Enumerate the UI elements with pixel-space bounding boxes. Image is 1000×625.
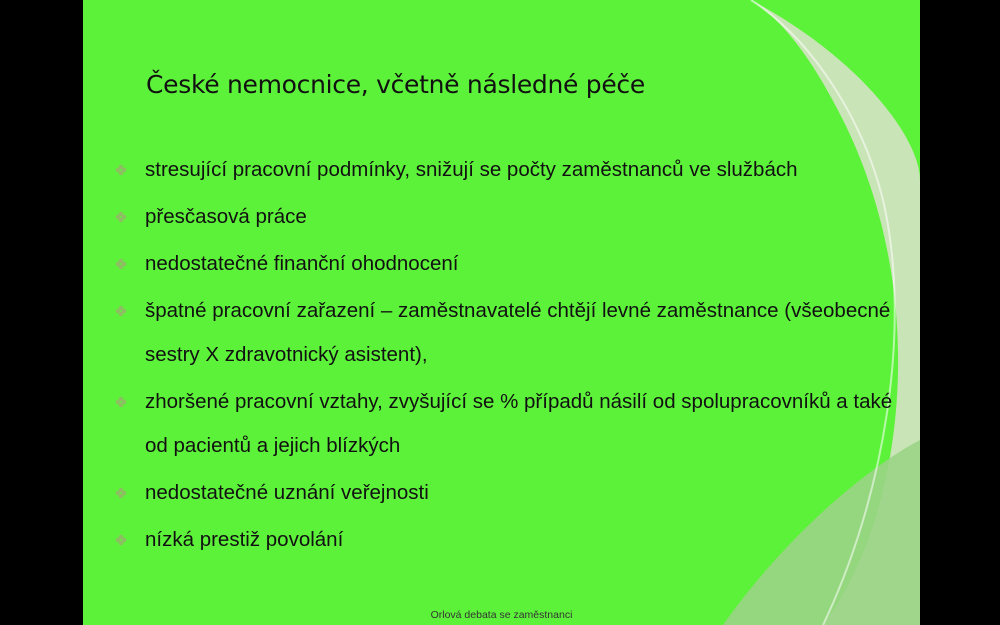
bullet-item [83, 148, 905, 192]
bullet-text: zhoršené pracovní vztahy, zvyšující se % případů násilí od spolupracovníků a také od pacientů a jejich blízkých [145, 390, 893, 457]
four-petal-flower-icon [115, 471, 127, 515]
four-petal-flower-icon [115, 289, 127, 333]
bullet-text: nízká prestiž povolání [145, 528, 344, 551]
slide [83, 0, 920, 625]
bullet-item [83, 518, 905, 562]
four-petal-flower-icon [115, 380, 127, 424]
bullet-item [83, 242, 905, 286]
four-petal-flower-icon [115, 148, 127, 192]
bullet-text: nedostatečné finanční ohodnocení [145, 252, 459, 275]
bullet-list [83, 148, 920, 565]
bullet-text: stresující pracovní podmínky, snižují se počty zaměstnanců ve službách [145, 158, 798, 181]
bullet-item [83, 471, 905, 515]
slide-footer: Orlová debata se zaměstnanci [430, 609, 573, 621]
slide-title: České nemocnice, včetně následné péče [146, 70, 645, 99]
bullet-text: špatné pracovní zařazení – zaměstnavatelé chtějí levné zaměstnance (všeobecné sestry X zdravotnický asistent), [145, 299, 891, 366]
four-petal-flower-icon [115, 195, 127, 239]
bullet-item [83, 289, 905, 377]
bullet-item [83, 380, 905, 468]
bullet-text: přesčasová práce [145, 205, 307, 228]
four-petal-flower-icon [115, 242, 127, 286]
four-petal-flower-icon [115, 518, 127, 562]
bullet-item [83, 195, 905, 239]
bullet-text: nedostatečné uznání veřejnosti [145, 481, 429, 504]
